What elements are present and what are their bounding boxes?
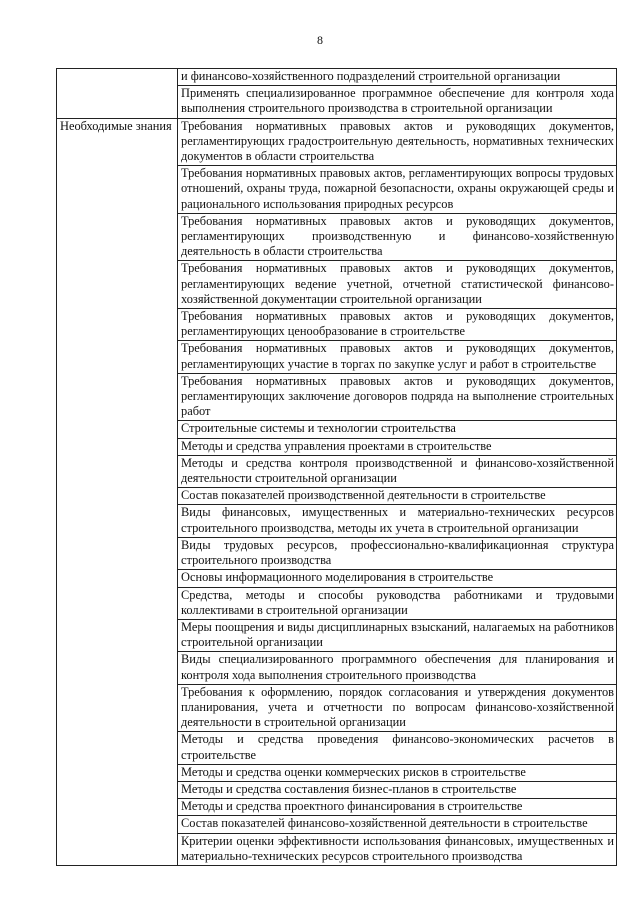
knowledge-item: Требования нормативных правовых актов и руководящих документов, регламентирующих ценообразование в строительстве bbox=[178, 309, 617, 341]
knowledge-item: Меры поощрения и виды дисциплинарных взысканий, налагаемых на работников строительной организации bbox=[178, 619, 617, 651]
knowledge-item: Требования нормативных правовых актов и руководящих документов, регламентирующих ведение учетной, отчетной статистической финансово-хозяйственной документации строительной организации bbox=[178, 261, 617, 309]
knowledge-item: Требования нормативных правовых актов, регламентирующих вопросы трудовых отношений, охраны труда, пожарной безопасности, охраны окружающей среды и рационального использования природных ресурсов bbox=[178, 166, 617, 214]
knowledge-item: Требования нормативных правовых актов и руководящих документов, регламентирующих производственную и финансово-хозяйственную деятельность в области строительства bbox=[178, 213, 617, 261]
knowledge-item: Виды финансовых, имущественных и материально-технических ресурсов строительного производства, методы их учета в строительной организации bbox=[178, 505, 617, 537]
page-number: 8 bbox=[317, 33, 323, 47]
knowledge-item: Методы и средства составления бизнес-планов в строительстве bbox=[178, 781, 617, 798]
knowledge-item: Виды трудовых ресурсов, профессионально-квалификационная структура строительного производства bbox=[178, 537, 617, 569]
knowledge-item: Методы и средства контроля производственной и финансово-хозяйственной деятельности строительной организации bbox=[178, 455, 617, 487]
knowledge-item: Строительные системы и технологии строительства bbox=[178, 421, 617, 438]
table-row bbox=[57, 69, 617, 86]
knowledge-item: Методы и средства оценки коммерческих рисков в строительстве bbox=[178, 764, 617, 781]
knowledge-item: Состав показателей производственной деятельности в строительстве bbox=[178, 488, 617, 505]
knowledge-item: Основы информационного моделирования в строительстве bbox=[178, 570, 617, 587]
knowledge-item: Требования к оформлению, порядок согласования и утверждения документов планирования, учета и отчетности по вопросам финансово-хозяйственной деятельности в строительной организации bbox=[178, 684, 617, 732]
requirements-table-body bbox=[57, 69, 617, 866]
knowledge-item: Средства, методы и способы руководства работниками и трудовыми коллективами в строительной организации bbox=[178, 587, 617, 619]
skills-label-cell bbox=[57, 69, 178, 119]
requirements-table bbox=[56, 68, 617, 866]
table-row bbox=[57, 118, 617, 166]
knowledge-item: Методы и средства проектного финансирования в строительстве bbox=[178, 799, 617, 816]
knowledge-item: Требования нормативных правовых актов и руководящих документов, регламентирующих градостроительную деятельность, нормативных технических документов в области строительства bbox=[178, 118, 617, 166]
knowledge-item: Требования нормативных правовых актов и руководящих документов, регламентирующих участие в торгах по закупке услуг и работ в строительстве bbox=[178, 341, 617, 373]
knowledge-item: Требования нормативных правовых актов и руководящих документов, регламентирующих заключение договоров подряда на выполнение строительных работ bbox=[178, 373, 617, 421]
knowledge-item: Состав показателей финансово-хозяйственной деятельности в строительстве bbox=[178, 816, 617, 833]
skill-item: и финансово-хозяйственного подразделений строительной организации bbox=[178, 69, 617, 86]
knowledge-item: Виды специализированного программного обеспечения для планирования и контроля хода выполнения строительного производства bbox=[178, 652, 617, 684]
knowledge-item: Критерии оценки эффективности использования финансовых, имущественных и материально-технических ресурсов строительного производства bbox=[178, 833, 617, 865]
knowledge-item: Методы и средства проведения финансово-экономических расчетов в строительстве bbox=[178, 732, 617, 764]
skill-item: Применять специализированное программное обеспечение для контроля хода выполнения строительного производства в строительной организации bbox=[178, 86, 617, 118]
knowledge-item: Методы и средства управления проектами в строительстве bbox=[178, 438, 617, 455]
knowledge-label: Необходимые знания bbox=[57, 118, 178, 865]
